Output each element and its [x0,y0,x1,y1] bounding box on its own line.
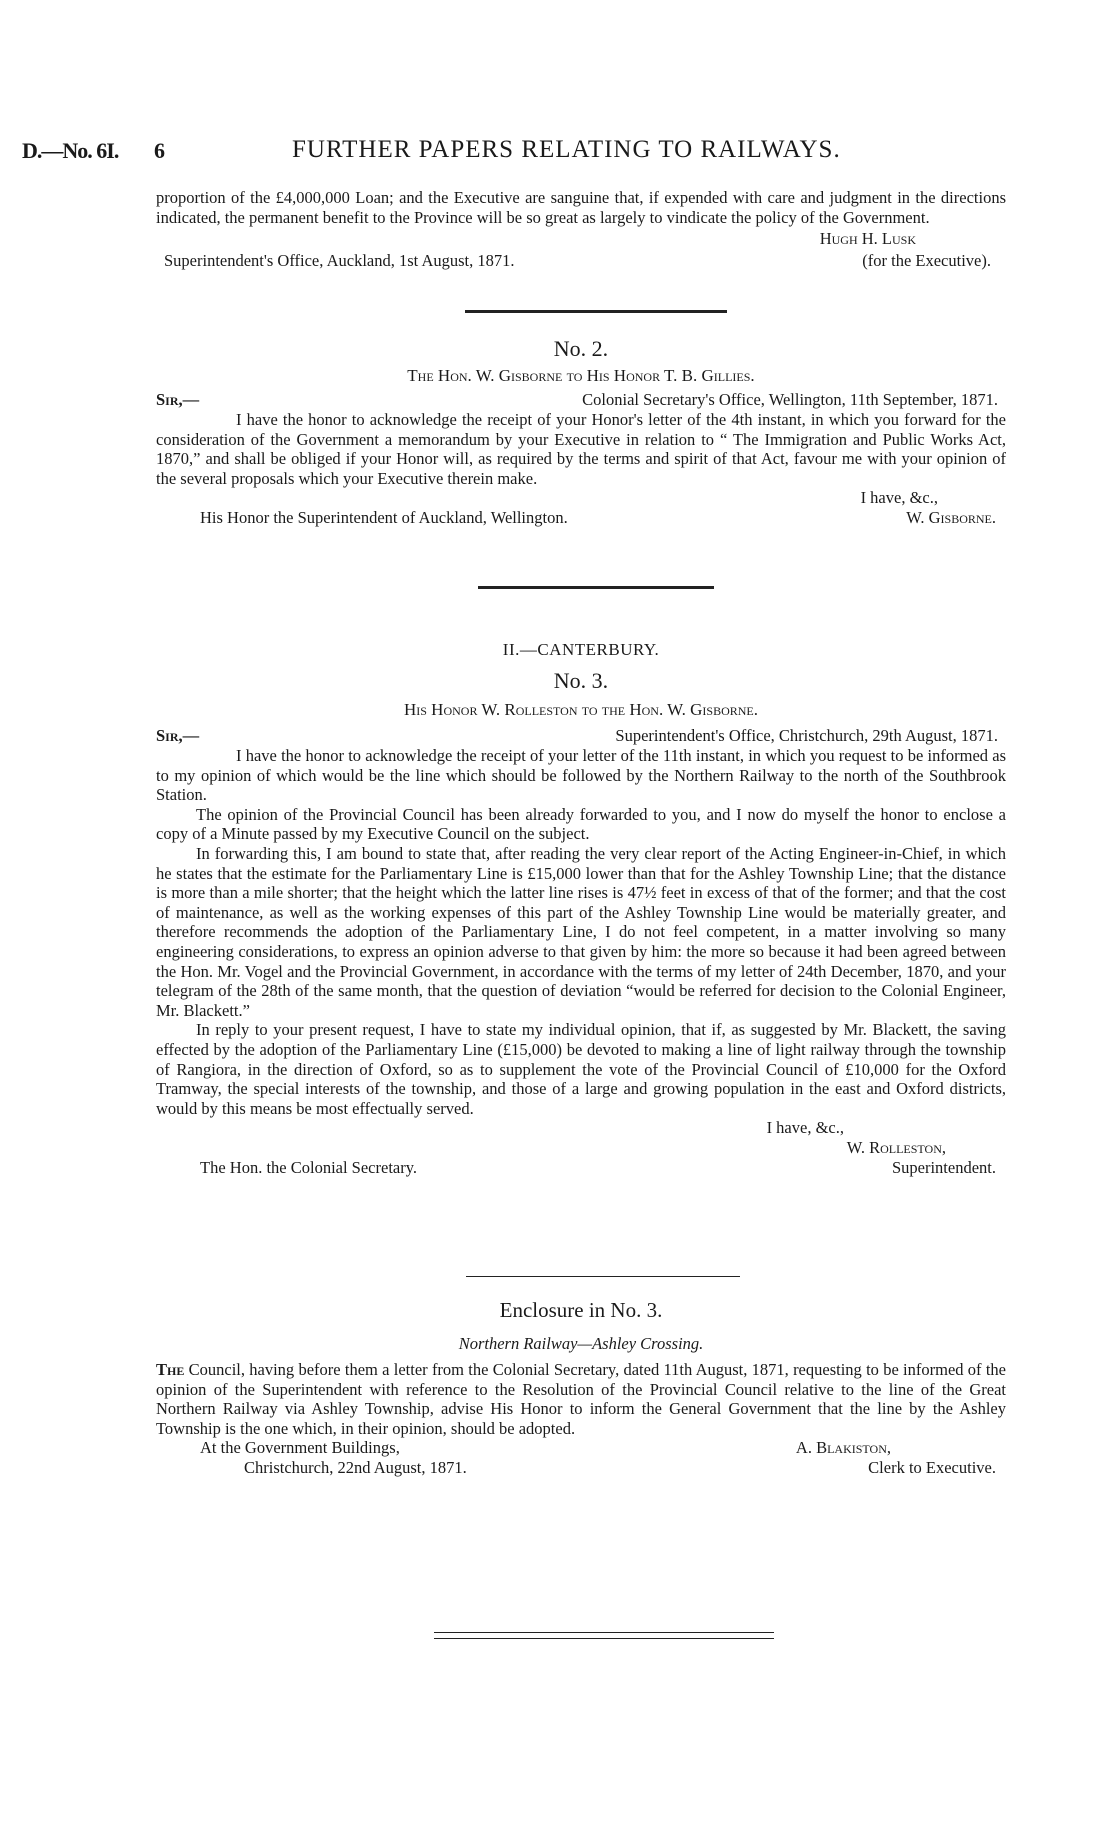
letter-3-office-date: Superintendent's Office, Christchurch, 29th August, 1871. [615,726,998,745]
enclosure-date-row [156,1458,1006,1478]
letter-3-closing-row [156,1118,1006,1138]
intro-signature-role: (for the Executive). [862,251,991,271]
letter-3-paragraph-4: In reply to your present request, I have to state my individual opinion, that if, as suggested by Mr. Blackett, the saving effected by the adoption of the Parliamentary Line (£15,000) be devoted to making a line of light railway through the township of Rangiora, in the direction of Oxford, so as to supplement the vote of the Provincial Council of £10,000 for the Oxford Tramway, the special interests of the township, and those of a large and growing population in the east and Oxford districts, would by this means be most effectually served. [156,1020,1006,1118]
enclosure-date: Christchurch, 22nd August, 1871. [244,1458,467,1478]
enclosure-role: Clerk to Executive. [868,1458,996,1478]
document-reference: D.—No. 6I. [22,138,119,163]
letter-2-salutation: Sir,— [156,390,200,409]
intro-office-row [156,251,1006,271]
section-title: II.—CANTERBURY. [502,640,660,659]
letter-3-paragraph-1: I have the honor to acknowledge the receipt of your letter of the 11th instant, in which you request to be informed as to my opinion of which would be the line which should be followed by the Northern Railway to the north of the Southbrook Station. [156,746,1006,805]
section-divider [465,310,727,313]
letter-3-addressee-row [156,1158,1006,1178]
letter-2-header-row [156,390,1006,410]
enclosure-subtitle: Northern Railway—Ashley Crossing. [458,1334,704,1353]
letter-3-signature: W. Rolleston, [846,1138,946,1158]
intro-paragraph: proportion of the £4,000,000 Loan; and the Executive are sanguine that, if expended with care and judgment in the directions indicated, the permanent benefit to the Province will be so great as largely to vindicate the policy of the Government. [156,188,1006,227]
enclosure-place: At the Government Buildings, [200,1438,400,1458]
letter-2-closing: I have, &c., [860,488,938,508]
letter-3-closing: I have, &c., [766,1118,844,1138]
enclosure-place-row [156,1438,1006,1458]
letter-3-role: Superintendent. [891,1158,996,1178]
page-number: 6 [154,138,165,163]
letter-3-salutation: Sir,— [156,726,200,745]
enclosure-text: Council, having before them a letter from the Colonial Secretary, dated 11th August, 1871, requesting to be informed of the opinion of the Superintendent with reference to the Resolution of the Provincial Council relative to the line of the Great Northern Railway via Ashley Township, advise His Honor to inform the General Government that the line by the Ashley Township is the one which, in their opinion, should be adopted. [156,1360,1006,1438]
letter-3-addressee: The Hon. the Colonial Secretary. [200,1158,418,1178]
letter-3-header-row [156,726,1006,746]
letter-3-heading: His Honor W. Rolleston to the Hon. W. Gisborne. [403,700,759,719]
page-title: FURTHER PAPERS RELATING TO RAILWAYS. [292,136,841,163]
section-divider [466,1276,740,1277]
letter-2-paragraph: I have the honor to acknowledge the receipt of your Honor's letter of the 4th instant, in which you forward for the consideration of the Government a memorandum by your Executive in relation to “ The Immigration and Public Works Act, 1870,” and shall be obliged if your Honor will, as required by the terms and spirit of that Act, favour me with your opinion of the several proposals which your Executive therein make. [156,410,1006,488]
end-rule-bottom [434,1638,774,1639]
letter-2-heading: The Hon. W. Gisborne to His Honor T. B. Gillies. [407,366,755,385]
section-divider [478,586,714,589]
intro-block [156,188,1006,271]
letter-2-closing-row [156,488,1006,508]
enclosure-body [156,1360,1006,1478]
letter-2-office-date: Colonial Secretary's Office, Wellington, 11th September, 1871. [582,390,998,409]
enclosure-title: Enclosure in No. 3. [499,1298,663,1322]
running-header [22,136,1022,168]
letter-3-paragraph-2: The opinion of the Provincial Council has been already forwarded to you, and I now do myself the honor to enclose a copy of a Minute passed by my Executive Council on the subject. [156,804,1006,844]
letter-2-addressee: His Honor the Superintendent of Auckland, Wellington. [200,508,568,528]
letter-3-signature-row [156,1138,1006,1158]
enclosure-paragraph [156,1360,1006,1438]
intro-signature-name: Hugh H. Lusk [819,229,916,249]
letter-3-number: No. 3. [553,668,609,693]
letter-2-signature: W. Gisborne. [906,508,996,528]
end-rule-top [434,1632,774,1633]
letter-3-paragraph-3: In forwarding this, I am bound to state that, after reading the very clear report of the Acting Engineer-in-Chief, in which he states that the estimate for the Parliamentary Line is £15,000 lower than that for the Ashley Township Line; that the distance is more than a mile shorter; that the height which the latter line rises is 47½ feet in excess of that of the former; and that the cost of maintenance, as well as the working expenses of this part of the Ashley Township Line would be materially greater, and therefore recommends the adoption of the Parliamentary Line, I do not feel competent, in a matter involving so many engineering considerations, to express an opinion adverse to that given by him: the more so because it had been agreed between the Hon. Mr. Vogel and the Provincial Government, in accordance with the terms of my letter of 24th December, 1870, and your telegram of the 28th of the same month, that the question of deviation “would be referred for decision to the Colonial Engineer, Mr. Blackett.” [156,843,1006,1020]
intro-office-date: Superintendent's Office, Auckland, 1st August, 1871. [164,251,515,271]
letter-2-body [156,390,1006,528]
intro-signature-row [156,229,1006,249]
letter-2-number: No. 2. [553,336,609,361]
enclosure-signature: A. Blakiston, [795,1438,891,1458]
letter-3-body [156,726,1006,1178]
enclosure-lead-word: The [156,1360,185,1379]
letter-2-signature-row [156,508,1006,528]
